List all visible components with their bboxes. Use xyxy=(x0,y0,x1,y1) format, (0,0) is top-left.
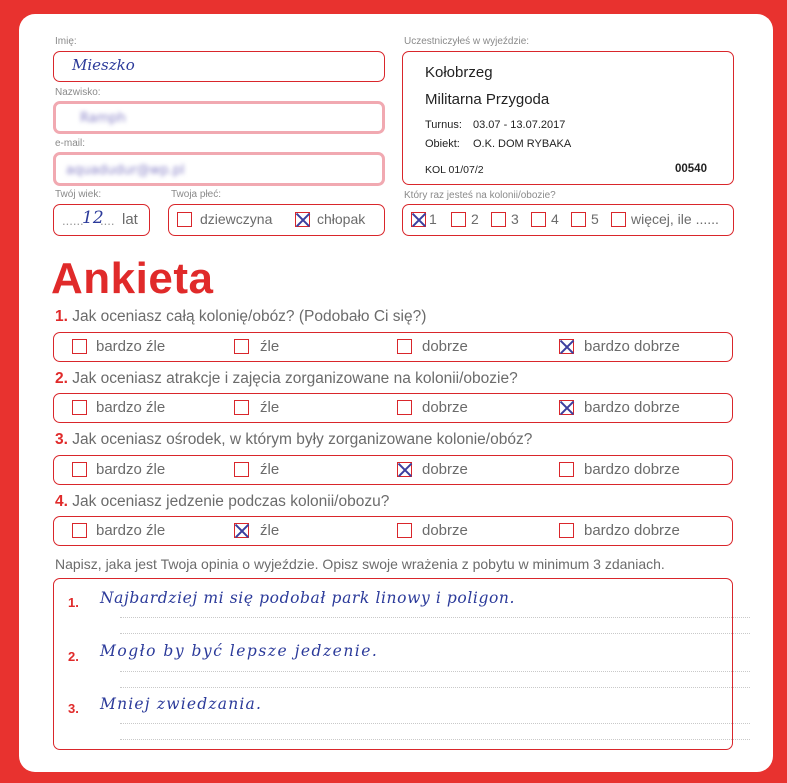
gender-checkbox-female[interactable] xyxy=(177,212,192,227)
opinion-prompt: Napisz, jaka jest Twoja opinia o wyjeździe. Opisz swoje wrażenia z pobytu w minimum 3 zdaniach. xyxy=(55,556,665,572)
question-2-text: Jak oceniasz atrakcje i zajęcia zorganizowane na kolonii/obozie? xyxy=(72,370,518,387)
age-unit: lat xyxy=(122,211,138,228)
gender-checkbox-male[interactable] xyxy=(295,212,310,227)
q4-option-dobrze: dobrze xyxy=(422,522,468,539)
trip-obiekt-value: O.K. DOM RYBAKA xyxy=(473,138,572,150)
gender-option-female: dziewczyna xyxy=(200,211,273,227)
times-checkbox-more[interactable] xyxy=(611,212,626,227)
email-field[interactable] xyxy=(53,152,385,186)
q3-checkbox-bardzo-zle[interactable] xyxy=(72,462,87,477)
question-4 xyxy=(55,493,389,511)
question-1-number: 1. xyxy=(55,308,68,325)
times-checkbox-2[interactable] xyxy=(451,212,466,227)
gender-label: Twoja płeć: xyxy=(171,189,222,200)
opinion-2-text: Mogło by być lepsze jedzenie. xyxy=(100,642,379,660)
q2-option-bardzo-zle: bardzo źle xyxy=(96,399,166,416)
age-dots-left: ...... xyxy=(62,213,84,228)
trip-label: Uczestniczyłeś w wyjeździe: xyxy=(404,36,530,47)
q1-checkbox-bardzo-dobrze[interactable] xyxy=(559,339,574,354)
q4-option-bardzo-zle: bardzo źle xyxy=(96,522,166,539)
q4-checkbox-bardzo-zle[interactable] xyxy=(72,523,87,538)
question-1 xyxy=(55,308,426,326)
surname-field[interactable] xyxy=(53,101,385,134)
question-1-options xyxy=(53,332,733,362)
q3-option-bardzo-zle: bardzo źle xyxy=(96,461,166,478)
opinion-line xyxy=(120,739,750,740)
question-3-options xyxy=(53,455,733,485)
q3-checkbox-bardzo-dobrze[interactable] xyxy=(559,462,574,477)
opinion-3-text: Mniej zwiedzania. xyxy=(100,695,263,713)
times-checkbox-5[interactable] xyxy=(571,212,586,227)
question-3-text: Jak oceniasz ośrodek, w którym były zorganizowane kolonie/obóz? xyxy=(72,431,533,448)
opinion-1-text: Najbardziej mi się podobał park linowy i poligon. xyxy=(100,589,516,607)
opinion-line xyxy=(120,617,750,618)
question-3 xyxy=(55,431,532,449)
times-option-3: 3 xyxy=(511,211,519,227)
opinion-line xyxy=(120,671,750,672)
opinion-2-number: 2. xyxy=(68,649,79,664)
q3-option-zle: źle xyxy=(260,461,280,478)
trip-code: KOL 01/07/2 xyxy=(425,164,484,176)
age-label: Twój wiek: xyxy=(55,189,102,200)
trip-turnus-value: 03.07 - 13.07.2017 xyxy=(473,119,566,131)
q1-checkbox-zle[interactable] xyxy=(234,339,249,354)
trip-program: Militarna Przygoda xyxy=(425,91,550,108)
times-checkbox-1[interactable] xyxy=(411,212,426,227)
gender-field xyxy=(168,204,385,236)
times-checkbox-4[interactable] xyxy=(531,212,546,227)
q3-option-bardzo-dobrze: bardzo dobrze xyxy=(584,461,680,478)
opinion-box[interactable] xyxy=(53,578,733,750)
opinion-line xyxy=(120,723,750,724)
question-3-number: 3. xyxy=(55,431,68,448)
trip-info-box xyxy=(402,51,734,185)
question-2-number: 2. xyxy=(55,370,68,387)
times-option-1: 1 xyxy=(429,211,437,227)
q2-checkbox-zle[interactable] xyxy=(234,400,249,415)
times-option-5: 5 xyxy=(591,211,599,227)
q1-option-bardzo-dobrze: bardzo dobrze xyxy=(584,338,680,355)
name-value: Mieszko xyxy=(72,56,135,74)
opinion-line xyxy=(120,633,750,634)
q1-checkbox-dobrze[interactable] xyxy=(397,339,412,354)
q3-option-dobrze: dobrze xyxy=(422,461,468,478)
question-4-options xyxy=(53,516,733,546)
age-field[interactable] xyxy=(53,204,150,236)
trip-number: 00540 xyxy=(675,163,707,175)
q2-option-dobrze: dobrze xyxy=(422,399,468,416)
survey-title: Ankieta xyxy=(51,254,214,303)
times-option-2: 2 xyxy=(471,211,479,227)
question-4-number: 4. xyxy=(55,493,68,510)
q4-option-bardzo-dobrze: bardzo dobrze xyxy=(584,522,680,539)
email-label: e-mail: xyxy=(55,138,86,149)
q2-option-bardzo-dobrze: bardzo dobrze xyxy=(584,399,680,416)
q1-option-bardzo-zle: bardzo źle xyxy=(96,338,166,355)
q4-checkbox-dobrze[interactable] xyxy=(397,523,412,538)
trip-turnus-label: Turnus: xyxy=(425,119,462,131)
question-2 xyxy=(55,370,518,388)
question-1-text: Jak oceniasz całą kolonię/obóz? (Podobało Ci się?) xyxy=(72,308,427,325)
q3-checkbox-zle[interactable] xyxy=(234,462,249,477)
times-checkbox-3[interactable] xyxy=(491,212,506,227)
times-label: Który raz jesteś na kolonii/obozie? xyxy=(404,190,556,201)
times-field xyxy=(402,204,734,236)
opinion-line xyxy=(120,687,750,688)
times-option-4: 4 xyxy=(551,211,559,227)
name-field[interactable] xyxy=(53,51,385,82)
question-2-options xyxy=(53,393,733,423)
opinion-3-number: 3. xyxy=(68,701,79,716)
trip-obiekt-label: Obiekt: xyxy=(425,138,460,150)
q4-checkbox-bardzo-dobrze[interactable] xyxy=(559,523,574,538)
times-option-more: więcej, ile ...... xyxy=(631,211,719,227)
question-4-text: Jak oceniasz jedzenie podczas kolonii/obozu? xyxy=(72,493,390,510)
age-value: 12 xyxy=(82,208,104,228)
q1-checkbox-bardzo-zle[interactable] xyxy=(72,339,87,354)
age-dots-right: .... xyxy=(100,213,115,228)
q2-checkbox-bardzo-dobrze[interactable] xyxy=(559,400,574,415)
q2-option-zle: źle xyxy=(260,399,280,416)
name-label: Imię: xyxy=(55,36,77,47)
email-value: aquadudur@wp.pl xyxy=(66,163,185,178)
q1-option-zle: źle xyxy=(260,338,280,355)
trip-city: Kołobrzeg xyxy=(425,64,493,81)
q3-checkbox-dobrze[interactable] xyxy=(397,462,412,477)
surname-value: Ramph xyxy=(80,111,126,126)
gender-option-male: chłopak xyxy=(317,211,366,227)
surname-label: Nazwisko: xyxy=(55,87,101,98)
q2-checkbox-bardzo-zle[interactable] xyxy=(72,400,87,415)
q2-checkbox-dobrze[interactable] xyxy=(397,400,412,415)
q4-checkbox-zle[interactable] xyxy=(234,523,249,538)
q1-option-dobrze: dobrze xyxy=(422,338,468,355)
opinion-1-number: 1. xyxy=(68,595,79,610)
survey-card xyxy=(19,14,773,772)
q4-option-zle: źle xyxy=(260,522,280,539)
